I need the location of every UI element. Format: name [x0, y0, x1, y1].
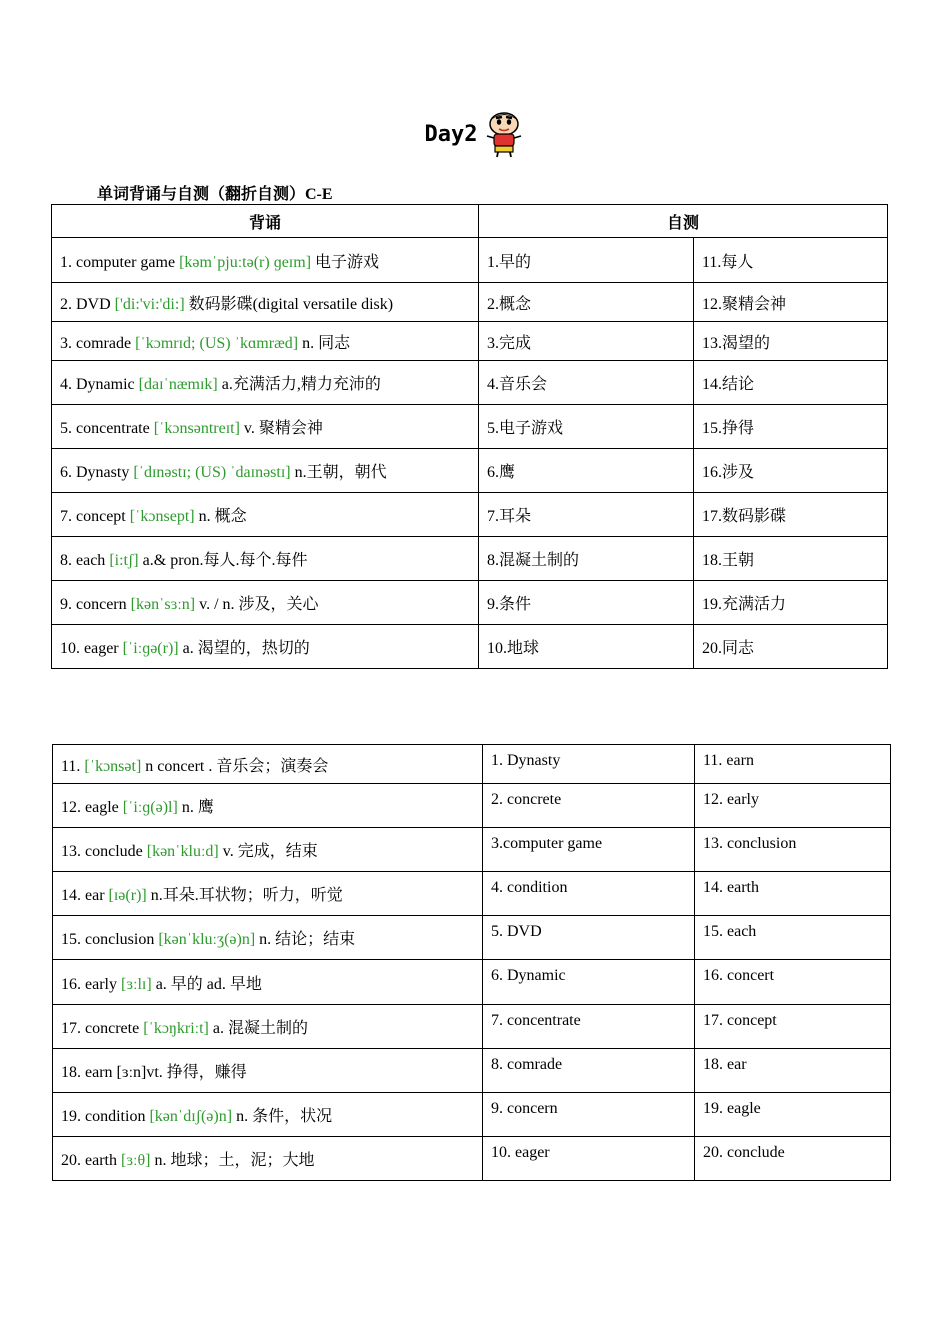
selftest-cell: 9. concern	[483, 1093, 695, 1137]
word-text: 9. concern	[60, 596, 131, 613]
vocab-entry	[52, 625, 479, 669]
word-text: 19. condition	[61, 1108, 150, 1125]
selftest-cell: 10.地球	[479, 625, 694, 669]
vocab-entry	[52, 537, 479, 581]
phonetic-text: [ˈkɔnsept]	[129, 508, 195, 525]
selftest-cell: 17. concept	[695, 1005, 891, 1049]
definition-text: [ɜːn]vt. 挣得，赚得	[116, 1064, 247, 1081]
vocab-entry	[53, 1137, 483, 1181]
table-row	[53, 1005, 891, 1049]
selftest-cell: 2.概念	[479, 283, 694, 322]
table-row	[53, 1093, 891, 1137]
phonetic-text: [ˈkɔmrɪd; (US) ˈkɑmræd]	[135, 334, 299, 352]
selftest-cell: 11. earn	[695, 745, 891, 784]
selftest-cell: 12.聚精会神	[694, 283, 888, 322]
word-text: 11.	[61, 757, 85, 775]
subtitle: 单词背诵与自测（翻折自测）C-E	[97, 186, 333, 203]
selftest-cell: 1. Dynasty	[483, 745, 695, 784]
vocab-entry	[52, 405, 479, 449]
definition-text: a.& pron.每人.每个.每件	[138, 552, 308, 569]
vocab-entry	[53, 1049, 483, 1093]
definition-text: a. 早的 ad. 早地	[151, 975, 262, 993]
selftest-cell: 11.每人	[694, 238, 888, 283]
table-row	[53, 1049, 891, 1093]
selftest-cell: 17.数码影碟	[694, 493, 888, 537]
phonetic-text: [ˈdɪnəstɪ; (US) ˈdaɪnəstɪ]	[133, 464, 291, 481]
definition-text: a.充满活力,精力充沛的	[217, 376, 381, 393]
phonetic-text: [ɜːlɪ]	[120, 975, 152, 993]
table-row	[52, 625, 888, 669]
selftest-cell: 20.同志	[694, 625, 888, 669]
header-recite: 背诵	[52, 205, 479, 238]
table-row	[52, 361, 888, 405]
vocab-entry	[53, 745, 483, 784]
selftest-cell: 14.结论	[694, 361, 888, 405]
word-text: 17. concrete	[61, 1020, 144, 1037]
selftest-cell: 4. condition	[483, 872, 695, 916]
word-text: 7. concept	[60, 508, 130, 525]
phonetic-text: [kəmˈpjuːtə(r) ɡeɪm]	[179, 253, 312, 271]
selftest-cell: 10. eager	[483, 1137, 695, 1181]
selftest-cell: 13. conclusion	[695, 828, 891, 872]
vocab-entry	[52, 493, 479, 537]
phonetic-text: [kənˈsɜːn]	[130, 596, 196, 613]
word-text: 15. conclusion	[61, 931, 159, 948]
definition-text: n. 条件，状况	[232, 1108, 333, 1125]
selftest-cell: 3.完成	[479, 322, 694, 361]
definition-text: a. 渴望的，热切的	[178, 640, 310, 657]
word-text: 2. DVD	[60, 295, 115, 313]
selftest-cell: 5. DVD	[483, 916, 695, 960]
table-row	[53, 916, 891, 960]
selftest-cell: 19. eagle	[695, 1093, 891, 1137]
word-text: 6. Dynasty	[60, 464, 134, 481]
selftest-cell: 18.王朝	[694, 537, 888, 581]
selftest-cell: 15. each	[695, 916, 891, 960]
word-text: 3. comrade	[60, 334, 136, 352]
definition-text: v. 聚精会神	[239, 420, 323, 437]
table-row	[52, 493, 888, 537]
selftest-cell: 1.早的	[479, 238, 694, 283]
vocab-entry	[52, 283, 479, 322]
title-area	[0, 110, 950, 158]
vocab-entry	[52, 238, 479, 283]
table-row	[53, 1137, 891, 1181]
definition-text: a. 混凝土制的	[208, 1020, 308, 1037]
phonetic-text: [ɜːθ]	[120, 1152, 151, 1169]
selftest-cell: 9.条件	[479, 581, 694, 625]
table-row	[52, 238, 888, 283]
table-row	[52, 449, 888, 493]
selftest-cell: 7.耳朵	[479, 493, 694, 537]
vocab-entry	[53, 960, 483, 1005]
vocab-entry	[52, 361, 479, 405]
vocab-entry	[53, 828, 483, 872]
phonetic-text: [ˈiːɡə(r)]	[122, 640, 179, 657]
selftest-cell: 8. comrade	[483, 1049, 695, 1093]
table-row	[53, 745, 891, 784]
vocab-entry	[52, 322, 479, 361]
page-title: Day2	[424, 121, 478, 147]
vocab-entry	[53, 784, 483, 828]
word-text: 12. eagle	[61, 799, 123, 816]
selftest-cell: 8.混凝土制的	[479, 537, 694, 581]
definition-text: n. 地球；土，泥；大地	[150, 1152, 315, 1169]
definition-text: n. 同志	[298, 334, 351, 352]
definition-text: n.王朝，朝代	[290, 464, 387, 481]
definition-text: n. 结论；结束	[255, 931, 356, 948]
word-text: 16. early	[61, 975, 121, 993]
header-selftest: 自测	[479, 205, 888, 238]
selftest-cell: 13.渴望的	[694, 322, 888, 361]
crayon-shinchan-icon	[483, 110, 525, 158]
phonetic-text: [ˈkɔŋkriːt]	[143, 1020, 209, 1037]
vocab-table-2	[52, 744, 891, 1181]
table-row	[52, 537, 888, 581]
selftest-cell: 16.涉及	[694, 449, 888, 493]
phonetic-text: [ɪə(r)]	[108, 887, 147, 904]
word-text: 8. each	[60, 552, 110, 569]
selftest-cell: 15.挣得	[694, 405, 888, 449]
vocab-entry	[53, 916, 483, 960]
selftest-cell: 12. early	[695, 784, 891, 828]
table-row	[52, 283, 888, 322]
definition-text: 电子游戏	[311, 253, 380, 271]
table-row	[53, 828, 891, 872]
definition-text: v. 完成，结束	[218, 843, 318, 860]
selftest-cell: 3.computer game	[483, 828, 695, 872]
table-row	[52, 405, 888, 449]
phonetic-text: ['di:'vi:'di:]	[114, 295, 185, 313]
selftest-cell: 2. concrete	[483, 784, 695, 828]
selftest-cell: 6. Dynamic	[483, 960, 695, 1005]
selftest-cell: 4.音乐会	[479, 361, 694, 405]
table-row	[53, 872, 891, 916]
phonetic-text: [i:tʃ]	[109, 552, 139, 569]
phonetic-text: [kənˈkluːd]	[146, 843, 219, 860]
word-text: 13. conclude	[61, 843, 147, 860]
vocab-entry	[52, 581, 479, 625]
selftest-cell: 19.充满活力	[694, 581, 888, 625]
selftest-cell: 14. earth	[695, 872, 891, 916]
selftest-cell: 7. concentrate	[483, 1005, 695, 1049]
phonetic-text: [ˈkɔnsət]	[84, 757, 142, 775]
table-header-row	[52, 205, 888, 238]
word-text: 14. ear	[61, 887, 109, 904]
selftest-cell: 6.鹰	[479, 449, 694, 493]
table-row	[53, 784, 891, 828]
phonetic-text: [ˈkɔnsəntreɪt]	[153, 420, 240, 437]
definition-text: n. 鹰	[177, 799, 214, 816]
selftest-cell: 16. concert	[695, 960, 891, 1005]
definition-text: n. 概念	[194, 508, 247, 525]
definition-text: n concert . 音乐会；演奏会	[141, 757, 329, 775]
selftest-cell: 5.电子游戏	[479, 405, 694, 449]
vocab-table-1	[51, 204, 888, 669]
table-row	[53, 960, 891, 1005]
definition-text: n.耳朵.耳状物；听力，听觉	[146, 887, 343, 904]
definition-text: 数码影碟(digital versatile disk)	[184, 295, 394, 313]
vocab-entry	[52, 449, 479, 493]
word-text: 1. computer game	[60, 253, 180, 271]
word-text: 10. eager	[60, 640, 123, 657]
word-text: 18. earn	[61, 1064, 117, 1081]
table-row	[52, 581, 888, 625]
selftest-cell: 18. ear	[695, 1049, 891, 1093]
phonetic-text: [kənˈdɪʃ(ə)n]	[149, 1108, 233, 1125]
phonetic-text: [ˈiːɡ(ə)l]	[122, 799, 178, 816]
word-text: 4. Dynamic	[60, 376, 139, 393]
table-row	[52, 322, 888, 361]
vocab-entry	[53, 872, 483, 916]
selftest-cell: 20. conclude	[695, 1137, 891, 1181]
vocab-entry	[53, 1093, 483, 1137]
phonetic-text: [daɪˈnæmɪk]	[138, 376, 218, 393]
word-text: 5. concentrate	[60, 420, 154, 437]
vocab-entry	[53, 1005, 483, 1049]
phonetic-text: [kənˈkluːʒ(ə)n]	[158, 931, 256, 948]
word-text: 20. earth	[61, 1152, 121, 1169]
definition-text: v. / n. 涉及，关心	[195, 596, 319, 613]
